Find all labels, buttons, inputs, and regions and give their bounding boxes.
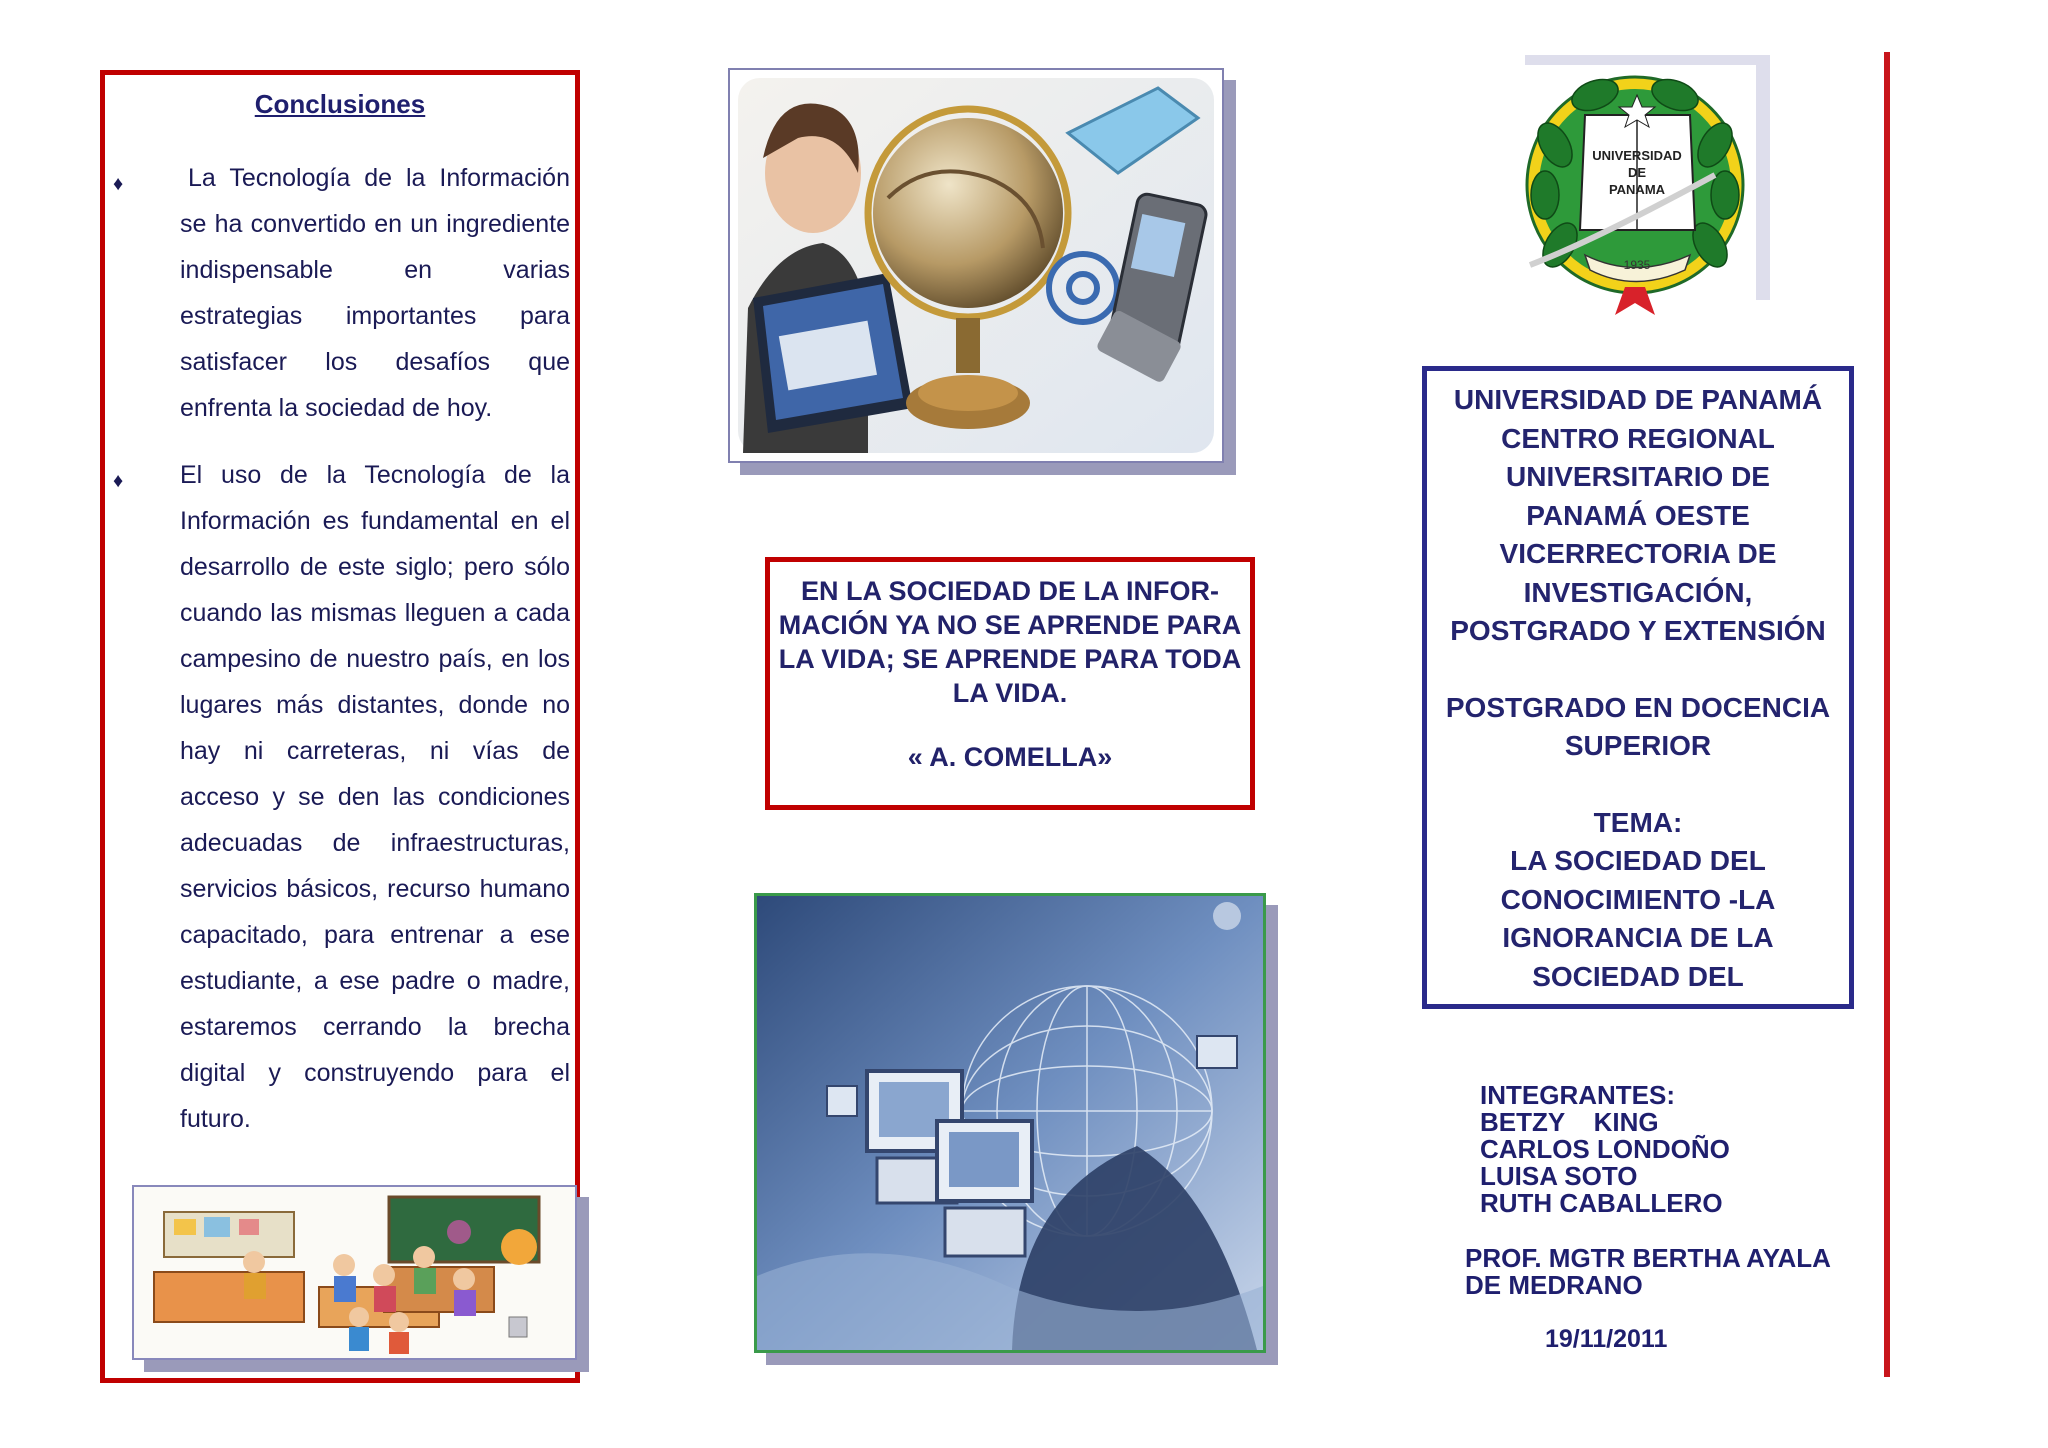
- program-line: SUPERIOR: [1564, 730, 1712, 761]
- quote-text: EN LA SOCIEDAD DE LA INFORMACIÓN YA NO SE APRENDE PARA LA VIDA; SE APRENDE PARA TODA LA VIDA.: [778, 576, 1242, 708]
- quote-author: « A. COMELLA»: [907, 742, 1113, 772]
- quote-box: [765, 557, 1255, 810]
- crest-text-line-3: PANAMA: [1608, 182, 1666, 197]
- classroom-drawing: [134, 1187, 575, 1358]
- program-line: POSTGRADO EN DOCENCIA: [1445, 691, 1831, 723]
- bullet-diamond-icon: ♦: [113, 470, 124, 492]
- member-name: BETZY KING: [1480, 1107, 1659, 1137]
- document-date: 19/11/2011: [1545, 1325, 1668, 1353]
- members-list: [1480, 1082, 1840, 1217]
- institution-line: UNIVERSITARIO DE: [1506, 461, 1770, 492]
- classroom-illustration: [132, 1185, 577, 1360]
- university-crest: [1515, 65, 1760, 320]
- topic-line: IGNORANCIA DE LA: [1502, 922, 1774, 953]
- member-name: CARLOS LONDOÑO: [1480, 1134, 1730, 1164]
- topic-label: TEMA:: [1593, 806, 1683, 838]
- university-seal-icon: [1515, 65, 1760, 320]
- crest-year: 1935: [1623, 258, 1651, 272]
- institution-line: VICERRECTORIA DE: [1499, 538, 1777, 569]
- professor-line: DE MEDRANO: [1465, 1270, 1643, 1300]
- red-vertical-rule: [1884, 52, 1890, 1377]
- conclusions-title: Conclusiones: [254, 89, 426, 119]
- professor-line: PROF. MGTR BERTHA AYALA: [1465, 1243, 1831, 1273]
- professor-name: [1465, 1245, 1865, 1299]
- topic-line: CONOCIMIENTO -LA: [1500, 883, 1776, 915]
- members-label: INTEGRANTES:: [1480, 1080, 1675, 1110]
- network-photo: [754, 893, 1266, 1353]
- conclusion-paragraph-2: El uso de la Tecnología de la Información es fundamental en el desarrollo de este siglo; pero sólo cuando las mismas lleguen a cada campesino de nuestro país, en los lugares más distantes, donde no hay ni carreteras, ni vías de acceso y se den las condiciones adecuadas de infraestructuras, servicios básicos, recurso humano capacitado, para entrenar a ese estudiante, a ese padre o madre, estaremos cerrando la brecha digital y construyendo para el futuro.: [180, 461, 570, 1133]
- member-name: LUISA SOTO: [1480, 1161, 1638, 1191]
- institution-line: UNIVERSIDAD DE PANAMÁ: [1453, 384, 1823, 415]
- cover-title-box: [1422, 366, 1854, 1009]
- member-name: RUTH CABALLERO: [1480, 1188, 1723, 1218]
- network-collage: [757, 896, 1263, 1350]
- institution-line: INVESTIGACIÓN,: [1523, 576, 1753, 608]
- institution-line: PANAMÁ OESTE: [1526, 499, 1750, 531]
- bullet-diamond-icon: ♦: [113, 173, 124, 195]
- technology-photo: [728, 68, 1224, 463]
- institution-line: POSTGRADO Y EXTENSIÓN: [1450, 615, 1826, 646]
- technology-collage: [738, 78, 1214, 453]
- conclusion-paragraph-1: La Tecnología de la Información se ha convertido en un ingrediente indispensable en varias estrategias importantes para satisfacer los desafíos que enfrenta la sociedad de hoy.: [180, 164, 570, 422]
- topic-line: SOCIEDAD DEL: [1532, 960, 1744, 992]
- crest-text-line-2: DE: [1627, 165, 1647, 180]
- institution-line: CENTRO REGIONAL: [1501, 422, 1775, 454]
- topic-line: LA SOCIEDAD DEL: [1510, 845, 1766, 876]
- crest-text-line-1: UNIVERSIDAD: [1592, 148, 1682, 163]
